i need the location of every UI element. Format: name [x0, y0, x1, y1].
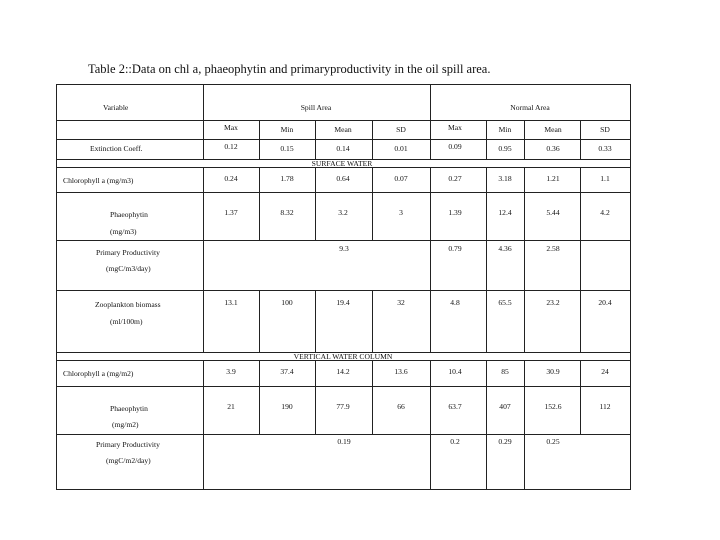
table-cell: 0.24 — [224, 174, 238, 183]
section-title-surface-water: SURFACE WATER — [311, 159, 373, 168]
table-cell: 19.4 — [336, 298, 350, 307]
column-divider — [430, 360, 431, 490]
table-cell: 4.36 — [498, 244, 512, 253]
table-cell: 3.18 — [498, 174, 512, 183]
column-divider — [486, 360, 487, 490]
row-divider — [56, 489, 631, 490]
column-divider — [524, 167, 525, 353]
column-divider — [372, 167, 373, 240]
header-normal-area: Normal Area — [510, 103, 550, 112]
table-cell: 8.32 — [280, 208, 294, 217]
table-cell: 3.9 — [226, 367, 236, 376]
table-cell: 1.37 — [224, 208, 238, 217]
section-title-vertical-water-column: VERTICAL WATER COLUMN — [293, 352, 393, 361]
table-cell: 0.2 — [450, 437, 460, 446]
header-spill-area: Spill Area — [300, 103, 332, 112]
table-cell: 0.29 — [498, 437, 512, 446]
table-cell: 13.1 — [224, 298, 238, 307]
table-cell: 0.33 — [598, 144, 612, 153]
table-cell: 0.95 — [498, 144, 512, 153]
table-cell: 24 — [601, 367, 609, 376]
table-cell: 0.19 — [337, 437, 351, 446]
table-cell: 20.4 — [598, 298, 612, 307]
row-divider — [56, 434, 631, 435]
column-divider — [580, 120, 581, 160]
table-cell: 5.44 — [546, 208, 560, 217]
row-unit-primary-productivity-vertical: (mgC/m2/day) — [106, 456, 151, 465]
table-cell: 65.5 — [498, 298, 512, 307]
column-divider — [315, 120, 316, 160]
column-header: Min — [498, 125, 512, 134]
table-cell: 0.64 — [336, 174, 350, 183]
column-divider — [486, 120, 487, 160]
column-header: Min — [280, 125, 294, 134]
table-cell: 21 — [227, 402, 235, 411]
table-cell: 0.36 — [546, 144, 560, 153]
row-label-chlorophyll-vertical: Chlorophyll a (mg/m2) — [63, 369, 134, 378]
row-divider — [56, 240, 631, 241]
column-divider — [203, 84, 204, 160]
table-cell: 0.25 — [546, 437, 560, 446]
table-cell: 1.39 — [448, 208, 462, 217]
table-cell: 13.6 — [394, 367, 408, 376]
table-cell: 3.2 — [338, 208, 348, 217]
table-cell: 407 — [499, 402, 511, 411]
row-divider — [56, 84, 631, 85]
table-cell: 37.4 — [280, 367, 294, 376]
column-divider — [56, 84, 57, 490]
column-divider — [524, 120, 525, 160]
table-cell: 3 — [399, 208, 403, 217]
row-label-primary-productivity-vertical: Primary Productivity — [96, 440, 160, 449]
table-cell: 112 — [599, 402, 611, 411]
row-divider — [56, 139, 631, 140]
table-cell: 10.4 — [448, 367, 462, 376]
column-header: SD — [396, 125, 406, 134]
row-label-phaeophytin-surface: Phaeophytin — [110, 210, 148, 219]
column-divider — [630, 84, 631, 490]
row-unit-phaeophytin-vertical: (mg/m2) — [112, 420, 139, 429]
row-label-primary-productivity-surface: Primary Productivity — [96, 248, 160, 257]
table-cell: 4.2 — [600, 208, 610, 217]
table-cell: 23.2 — [546, 298, 560, 307]
column-divider — [315, 167, 316, 240]
table-cell: 0.27 — [448, 174, 462, 183]
column-header: Max — [224, 123, 238, 132]
column-divider — [259, 167, 260, 240]
row-unit-phaeophytin-surface: (mg/m3) — [110, 227, 137, 236]
column-header: SD — [600, 125, 610, 134]
table-cell: 14.2 — [336, 367, 350, 376]
table-cell: 32 — [397, 298, 405, 307]
table-cell: 190 — [281, 402, 293, 411]
table-cell: 0.14 — [336, 144, 350, 153]
column-divider — [372, 360, 373, 434]
row-label-phaeophytin-vertical: Phaeophytin — [110, 404, 148, 413]
table-cell: 1.1 — [600, 174, 610, 183]
table-cell: 0.07 — [394, 174, 408, 183]
table-cell: 63.7 — [448, 402, 462, 411]
table-cell: 77.9 — [336, 402, 350, 411]
table-cell: 1.21 — [546, 174, 560, 183]
column-divider — [524, 360, 525, 490]
row-divider — [56, 290, 631, 291]
column-divider — [372, 120, 373, 160]
row-unit-primary-productivity-surface: (mgC/m3/day) — [106, 264, 151, 273]
table-cell: 2.58 — [546, 244, 560, 253]
column-divider — [259, 290, 260, 353]
column-divider — [203, 360, 204, 490]
row-unit-zooplankton: (ml/100m) — [110, 317, 143, 326]
column-header: Mean — [544, 125, 562, 134]
column-divider — [486, 167, 487, 353]
table-cell: 85 — [501, 367, 509, 376]
table-cell: 152.6 — [544, 402, 562, 411]
table-cell: 12.4 — [498, 208, 512, 217]
header-variable: Variable — [103, 103, 129, 112]
column-divider — [203, 167, 204, 353]
table-cell: 0.01 — [394, 144, 408, 153]
table-cell: 1.78 — [280, 174, 294, 183]
column-divider — [315, 290, 316, 353]
column-divider — [580, 360, 581, 434]
table-cell: 4.8 — [450, 298, 460, 307]
table-cell: 0.12 — [224, 142, 238, 151]
row-divider — [56, 386, 631, 387]
column-divider — [315, 360, 316, 434]
table-cell: 66 — [397, 402, 405, 411]
table-cell: 0.15 — [280, 144, 294, 153]
table-cell: 0.79 — [448, 244, 462, 253]
column-divider — [580, 167, 581, 353]
table-caption: Table 2::Data on chl a, phaeophytin and primaryproductivity in the oil spill area. — [88, 62, 491, 76]
column-divider — [430, 167, 431, 353]
column-header: Mean — [334, 125, 352, 134]
row-label-extinction: Extinction Coeff. — [90, 144, 143, 153]
row-divider — [56, 120, 631, 121]
column-divider — [430, 84, 431, 160]
row-label-chlorophyll-surface: Chlorophyll a (mg/m3) — [63, 176, 134, 185]
row-divider — [56, 192, 631, 193]
column-divider — [372, 290, 373, 353]
table-cell: 0.09 — [448, 142, 462, 151]
row-label-zooplankton: Zooplankton biomass — [95, 300, 161, 309]
column-divider — [259, 360, 260, 434]
table-cell: 100 — [281, 298, 293, 307]
table-cell: 30.9 — [546, 367, 560, 376]
table-cell: 9.3 — [339, 244, 349, 253]
column-divider — [259, 120, 260, 160]
column-header: Max — [448, 123, 462, 132]
